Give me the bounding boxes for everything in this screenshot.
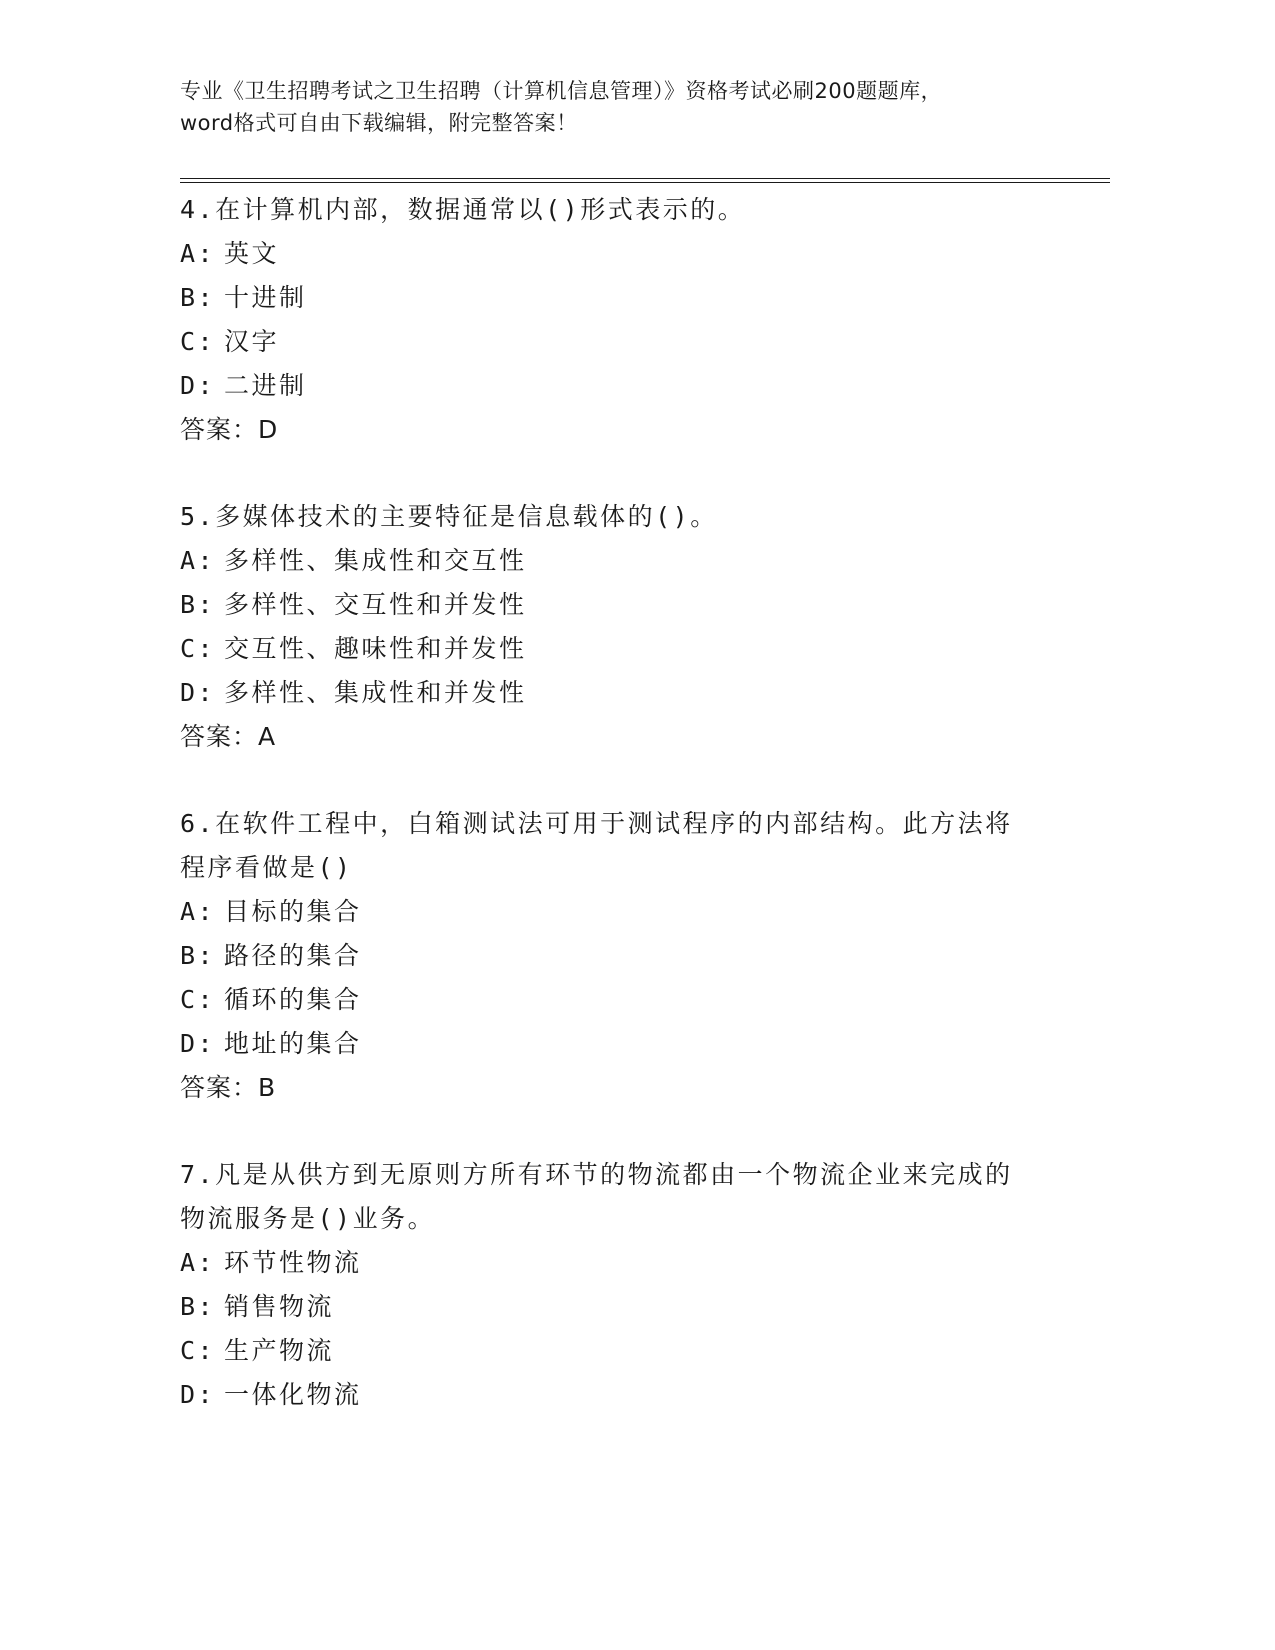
option-key: A: [180,897,216,926]
option-c [180,1329,1110,1373]
header-line-2: word格式可自由下载编辑，附完整答案！ [180,111,578,135]
question-body: 在软件工程中，白箱测试法可用于测试程序的内部结构。此方法将程序看做是() [180,809,1013,882]
option-key: B: [180,1292,216,1321]
option-key: C: [180,327,216,356]
option-text: 十进制 [224,283,307,312]
document-header [180,75,1080,139]
option-a [180,1241,1110,1285]
option-key: D: [180,678,216,707]
option-key: B: [180,590,216,619]
option-key: B: [180,941,216,970]
question-6 [180,802,1110,1110]
option-text: 生产物流 [224,1336,335,1365]
option-text: 循环的集合 [224,985,362,1014]
option-text: 路径的集合 [224,941,362,970]
option-c [180,320,1110,364]
question-4 [180,188,1110,452]
option-a [180,890,1110,934]
option-key: A: [180,239,216,268]
question-text [180,188,1040,232]
option-key: D: [180,1029,216,1058]
double-rule-divider [180,178,1110,183]
option-b [180,1285,1110,1329]
header-line-1: 专业《卫生招聘考试之卫生招聘（计算机信息管理）》资格考试必刷200题题库， [180,79,943,103]
question-5 [180,495,1110,759]
question-number: 6. [180,809,216,838]
question-body: 在计算机内部，数据通常以()形式表示的。 [215,195,746,224]
option-key: D: [180,1380,216,1409]
option-key: A: [180,1248,216,1277]
answer-line: 答案：A [180,722,277,751]
answer-line: 答案：B [180,1073,277,1102]
option-b [180,583,1110,627]
option-key: C: [180,1336,216,1365]
option-text: 二进制 [224,371,307,400]
option-text: 汉字 [224,327,280,356]
option-key: C: [180,634,216,663]
option-key: A: [180,546,216,575]
option-text: 销售物流 [224,1292,335,1321]
option-text: 地址的集合 [224,1029,362,1058]
question-text [180,1153,1040,1241]
question-text [180,495,1040,539]
option-a [180,539,1110,583]
option-key: B: [180,283,216,312]
option-d [180,1373,1110,1417]
question-number: 5. [180,502,216,531]
option-text: 交互性、趣味性和并发性 [224,634,527,663]
option-b [180,934,1110,978]
option-d [180,364,1110,408]
question-number: 4. [180,195,216,224]
option-d [180,671,1110,715]
option-text: 多样性、交互性和并发性 [224,590,527,619]
option-a [180,232,1110,276]
answer-line: 答案：D [180,415,279,444]
option-c [180,627,1110,671]
option-key: D: [180,371,216,400]
option-d [180,1022,1110,1066]
option-text: 环节性物流 [224,1248,362,1277]
question-text [180,802,1040,890]
question-body: 多媒体技术的主要特征是信息载体的()。 [215,502,718,531]
option-text: 英文 [224,239,280,268]
question-list [180,188,1110,1460]
option-b [180,276,1110,320]
option-text: 多样性、集成性和交互性 [224,546,527,575]
option-text: 一体化物流 [224,1380,362,1409]
option-text: 目标的集合 [224,897,362,926]
option-c [180,978,1110,1022]
question-number: 7. [180,1160,216,1189]
option-text: 多样性、集成性和并发性 [224,678,527,707]
question-7 [180,1153,1110,1417]
option-key: C: [180,985,216,1014]
question-body: 凡是从供方到无原则方所有环节的物流都由一个物流企业来完成的物流服务是()业务。 [180,1160,1013,1233]
